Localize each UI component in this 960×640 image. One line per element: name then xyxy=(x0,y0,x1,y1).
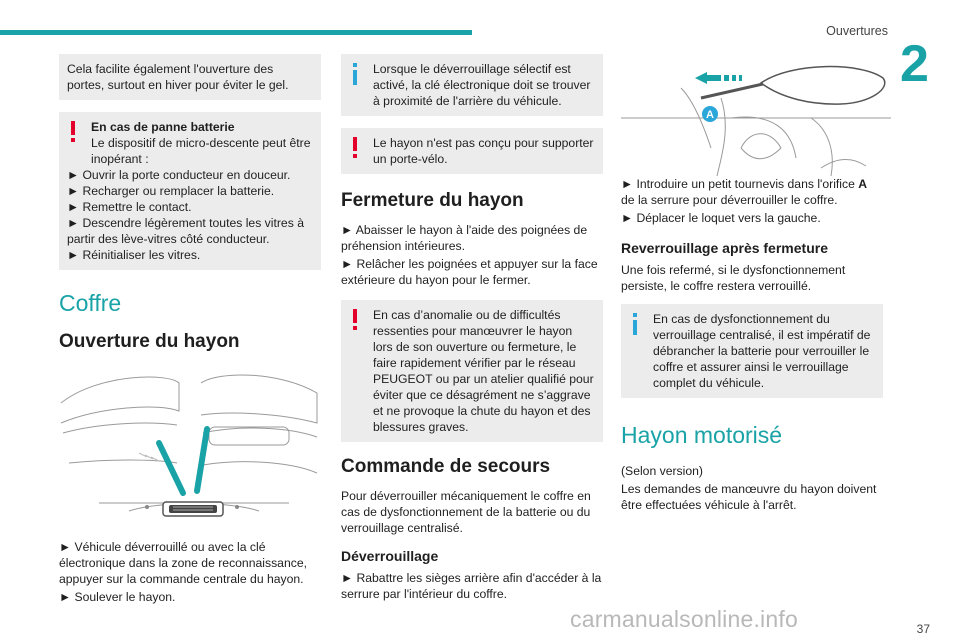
warning-exclamation-icon xyxy=(349,137,361,159)
warning-line: ► Ouvrir la porte conducteur en douceur. xyxy=(67,168,291,182)
warning-exclamation-icon xyxy=(67,121,79,143)
section-title-coffre: Coffre xyxy=(59,290,122,316)
warning-box-bike-rack xyxy=(341,128,603,174)
info-text: Lorsque le déverrouillage sélectif est activé, la clé électronique doit se trouver à proximité de l'arrière du véhicule. xyxy=(373,62,591,108)
heading-commande-secours: Commande de secours xyxy=(341,456,551,477)
step-text: ► Véhicule déverrouillé ou avec la clé électronique dans la zone de reconnaissance, appuyer sur la commande centrale du hayon. xyxy=(59,540,307,586)
heading-fermeture-hayon: Fermeture du hayon xyxy=(341,190,524,211)
subheading-deverrouillage: Déverrouillage xyxy=(341,548,439,564)
label-a-text: A xyxy=(706,109,714,121)
column-right xyxy=(621,176,883,515)
warning-exclamation-icon xyxy=(349,309,361,331)
step-text: ► Déplacer le loquet vers la gauche. xyxy=(621,211,821,225)
step-text: ► Rabattre les sièges arrière afin d'accéder à la serrure par l'intérieur du coffre. xyxy=(341,571,602,601)
paragraph: Pour déverrouiller mécaniquement le coffre en cas de dysfonctionnement de la batterie ou du verrouillage centralisé. xyxy=(341,489,591,535)
column-middle xyxy=(341,54,603,604)
warning-text: Le hayon n'est pas conçu pour supporter un porte-vélo. xyxy=(373,136,594,166)
step-text: ► Abaisser le hayon à l'aide des poignées de préhension intérieures. xyxy=(341,223,588,253)
warning-box-battery xyxy=(59,112,321,270)
note-text: Cela facilite également l'ouverture des portes, surtout en hiver pour éviter le gel. xyxy=(67,62,289,92)
warning-line: ► Remettre le contact. xyxy=(67,200,192,214)
warning-line: ► Recharger ou remplacer la batterie. xyxy=(67,184,275,198)
tailgate-handle-icon xyxy=(145,502,239,516)
page-header-title: Ouvertures xyxy=(826,24,888,38)
paragraph: Les demandes de manœuvre du hayon doivent être effectuées véhicule à l'arrêt. xyxy=(621,482,877,512)
step-text: ► Introduire un petit tournevis dans l'orifice A de la serrure pour déverrouiller le coffre. xyxy=(621,177,868,207)
info-box-central-locking xyxy=(621,304,883,398)
screwdriver-icon xyxy=(701,67,885,105)
column-left xyxy=(59,54,321,607)
tailgate-handle-illustration xyxy=(59,363,321,533)
heading-ouverture-hayon: Ouverture du hayon xyxy=(59,331,240,352)
note-box xyxy=(59,54,321,100)
warning-box-anomaly xyxy=(341,300,603,442)
info-icon xyxy=(349,63,361,85)
warning-line: ► Réinitialiser les vitres. xyxy=(67,248,201,262)
header-accent-bar xyxy=(0,30,472,35)
warning-text: En cas d’anomalie ou de difficultés ressenties pour manœuvrer le hayon lors de son ouverture ou fermeture, le faire rapidement vérifier par le réseau PEUGEOT ou par un atelier qualifié pour éviter que ce désagrément ne s’aggrave et ne provoque la chute du hayon et des blessures graves. xyxy=(373,308,594,434)
info-box-selective-unlock xyxy=(341,54,603,116)
direction-arrow-icon xyxy=(695,72,742,84)
info-icon xyxy=(629,313,641,335)
subheading-reverrouillage: Reverrouillage après fermeture xyxy=(621,240,828,256)
step-text: ► Relâcher les poignées et appuyer sur la face extérieure du hayon pour le fermer. xyxy=(341,257,598,287)
paragraph: Une fois refermé, si le dysfonctionnement persiste, le coffre restera verrouillé. xyxy=(621,263,846,293)
chapter-number: 2 xyxy=(900,35,929,93)
page-number: 37 xyxy=(916,622,930,636)
lock-screwdriver-illustration xyxy=(621,58,891,176)
warning-line: ► Descendre légèrement toutes les vitres à partir des lève-vitres côté conducteur. xyxy=(67,216,304,246)
warning-title: En cas de panne batterie xyxy=(91,120,235,134)
step-text: ► Soulever le hayon. xyxy=(59,590,176,604)
warning-line: Le dispositif de micro-descente peut être inopérant : xyxy=(91,136,311,166)
paragraph: (Selon version) xyxy=(621,464,703,478)
info-text: En cas de dysfonctionnement du verrouillage centralisé, il est impératif de débrancher la batterie pour verrouiller le coffre et assurer ainsi le verrouillage complet du véhicule. xyxy=(653,312,871,390)
watermark-text: carmanualsonline.info xyxy=(570,606,798,632)
section-title-hayon-motorise: Hayon motorisé xyxy=(621,422,783,448)
